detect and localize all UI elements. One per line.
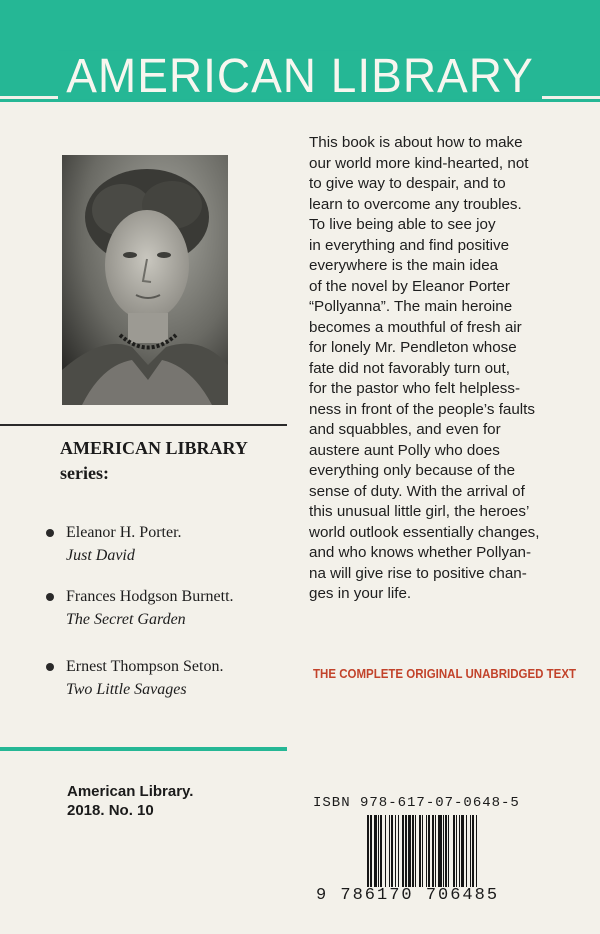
description-line: This book is about how to make bbox=[309, 134, 523, 151]
description-line: and squabbles, and even for bbox=[309, 421, 501, 438]
description-line: To live being able to see joy bbox=[309, 216, 496, 233]
barcode-number: 9 786170 706485 bbox=[316, 886, 500, 905]
unabridged-note: THE COMPLETE ORIGINAL UNABRIDGED TEXT bbox=[313, 667, 577, 681]
series-book-item bbox=[46, 655, 223, 701]
author-portrait bbox=[62, 155, 228, 405]
book-title: Two Little Savages bbox=[66, 681, 187, 698]
description-line: to give way to despair, and to bbox=[309, 175, 506, 192]
series-book-item bbox=[46, 585, 234, 631]
series-banner-title: AMERICAN LIBRARY bbox=[0, 52, 600, 98]
bullet-icon bbox=[46, 663, 54, 671]
series-subheading: series: bbox=[60, 463, 109, 483]
isbn-label: ISBN 978-617-07-0648-5 bbox=[313, 795, 520, 811]
portrait-photo-icon bbox=[62, 155, 228, 405]
description-line: learn to overcome any troubles. bbox=[309, 195, 522, 213]
description-line: fate did not favorably turn out, bbox=[309, 359, 510, 377]
description-line: everything only because of the bbox=[309, 462, 516, 479]
description-line: “Pollyanna”. The main heroine bbox=[309, 298, 513, 315]
description-line: of the novel by Eleanor Porter bbox=[309, 277, 510, 295]
series-book-item bbox=[46, 521, 182, 567]
teal-divider bbox=[0, 747, 287, 751]
description-line: our world more kind-hearted, not bbox=[309, 154, 529, 172]
book-author: Eleanor H. Porter. bbox=[66, 524, 182, 541]
description-line: becomes a mouthful of fresh air bbox=[309, 318, 522, 336]
description-line: for the pastor who felt helpless- bbox=[309, 380, 521, 397]
description-line: sense of duty. With the arrival of bbox=[309, 482, 525, 500]
description-line: ness in front of the people’s faults bbox=[309, 400, 535, 418]
imprint-line-1: American Library. bbox=[67, 783, 194, 800]
isbn-barcode bbox=[318, 815, 528, 887]
bullet-icon bbox=[46, 529, 54, 537]
header-band bbox=[0, 0, 600, 102]
description-line: ges in your life. bbox=[309, 585, 412, 602]
description-line: and who knows whether Pollyan- bbox=[309, 544, 532, 561]
description-line: this unusual little girl, the heroes’ bbox=[309, 503, 530, 520]
book-author: Frances Hodgson Burnett. bbox=[66, 588, 234, 605]
left-divider bbox=[0, 424, 287, 426]
book-description bbox=[309, 133, 594, 605]
description-line: in everything and find positive bbox=[309, 236, 510, 254]
description-line: for lonely Mr. Pendleton whose bbox=[309, 339, 517, 356]
series-heading: AMERICAN LIBRARY bbox=[60, 438, 248, 458]
description-line: austere aunt Polly who does bbox=[309, 441, 500, 459]
description-line: world outlook essentially changes, bbox=[309, 523, 540, 541]
book-author: Ernest Thompson Seton. bbox=[66, 658, 224, 675]
description-line: everywhere is the main idea bbox=[309, 257, 499, 274]
book-title: The Secret Garden bbox=[66, 611, 186, 628]
book-title: Just David bbox=[66, 547, 135, 564]
description-line: na will give rise to positive chan- bbox=[309, 564, 527, 582]
barcode-bar bbox=[477, 815, 479, 887]
imprint-line-2: 2018. No. 10 bbox=[67, 802, 154, 819]
bullet-icon bbox=[46, 593, 54, 601]
imprint bbox=[67, 782, 193, 820]
